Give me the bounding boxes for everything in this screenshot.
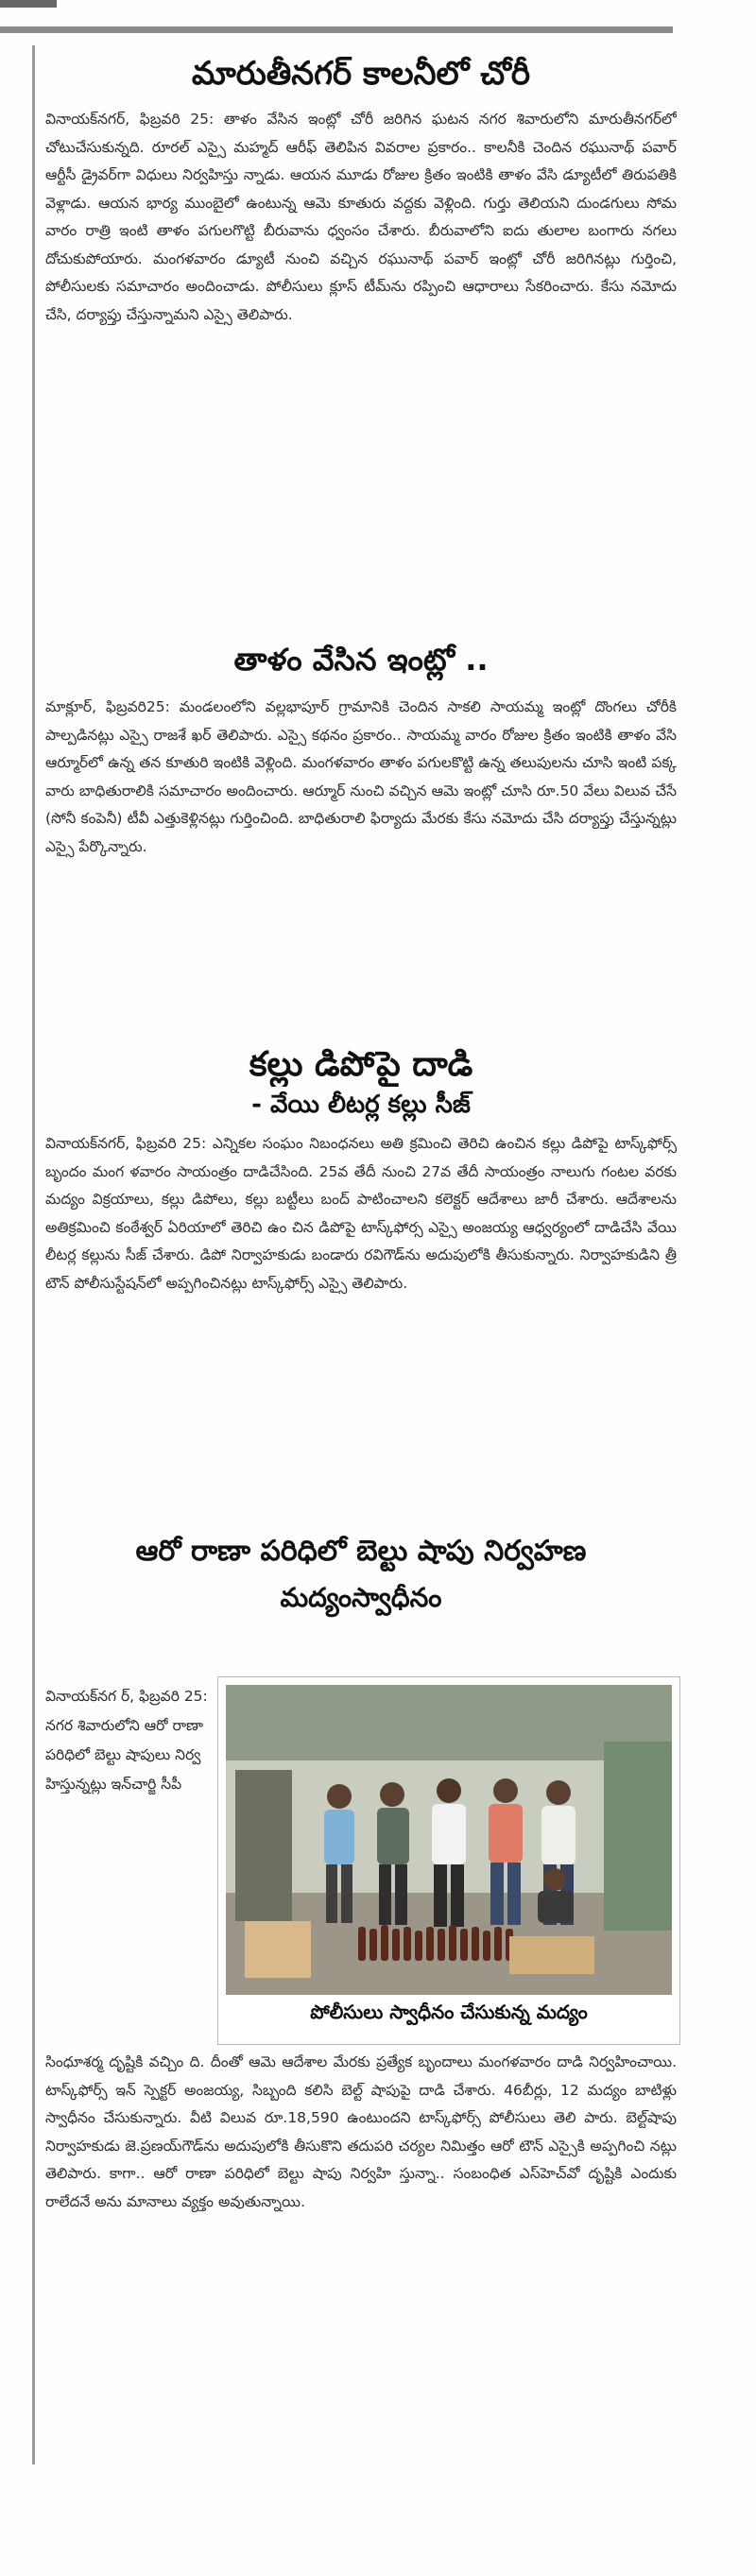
article-locked-house bbox=[45, 639, 677, 1036]
article-belt-shop-continued bbox=[45, 2049, 677, 2446]
article-body: మాక్లూర్, ఫిబ్రవరి25: మండలంలోని వల్లభాపూర్ గ్రామానికి చెందిన సాకలి సాయమ్మ ఇంట్లో దొంగలు చోరీకి పాల్పడినట్లు ఎస్సై రాజశే ఖర్ తెలిపారు. ఎస్సై కథనం ప్రకారం.. సాయమ్మ వారం రోజుల క్రితం ఇంటికి తాళం వేసి ఆర్మూర్‌లో ఉన్న తన కూతురి ఇంటికి వెళ్లింది. మంగళవారం తాళం పగులకొట్టి ఉన్న తలుపులను చూసి ఇంటి పక్క వారు బాధితురాలికి సమాచారం అందించారు. ఆర్మూర్ నుంచి వచ్చిన ఆమె ఇంట్లో చూసి రూ.50 వేలు విలువ చేసే (సోనీ కంపెనీ) టీవీ ఎత్తుకెళ్లినట్లు గుర్తించింది. బాధితురాలి ఫిర్యాదు మేరకు కేసు నమోదు చేసి దర్యాప్తు చేస్తున్నట్లు ఎస్సై పేర్కొన్నారు. bbox=[45, 698, 677, 855]
article-headline: కల్లు డిపోపై దాడి bbox=[249, 1045, 473, 1084]
article-maruthinagar bbox=[45, 53, 677, 614]
photo-frame bbox=[217, 1676, 680, 2045]
article-body-narrow: వినాయక్‌నగ ర్, ఫిబ్రవరి 25: నగర శివారులోని ఆరో రాణా పరిధిలో బెల్టు షాపులు నిర్వ హిస్తున్నట్లు ఇన్‌చార్జి సీపీ bbox=[45, 1688, 208, 1793]
column-line bbox=[32, 45, 35, 2464]
clipped-header-remnant bbox=[0, 0, 57, 8]
article-headline: తాళం వేసిన ఇంట్లో .. bbox=[233, 642, 489, 678]
police-seizure-photo-illustration bbox=[226, 1685, 672, 1995]
article-body: సింధూశర్మ దృష్టికి వచ్చిం ది. దీంతో ఆమె ఆదేశాల మేరకు ప్రత్యేక బృందాలు మంగళవారం దాడి నిర్వహించాయి. టాస్క్‌ఫోర్స్ ఇన్ స్పెక్టర్ అంజయ్య, సిబ్బంది కలిసి బెల్ట్ షాపుపై దాడి చేశారు. 46బీర్లు, 12 మద్యం బాటిళ్లు స్వాధీనం చేసుకున్నారు. వీటి విలువ రూ.18,590 ఉంటుందని టాస్క్‌ఫోర్స్ పోలీసులు తెలి పారు. బెల్ట్‌షాపు నిర్వాహకుడు జె.ప్రణయ్‌గౌడ్‌ను అదుపులోకి తీసుకొని తదుపరి చర్యల నిమిత్తం ఆరో టౌన్ ఎస్సైకి అప్పగించి నట్లు తెలిపారు. కాగా.. ఆరో రాణా పరిధిలో బెల్టు షాపు నిర్వహి స్తున్నా.. సంబంధిత ఎస్‌హెచ్‌వో దృష్టికి ఎందుకు రాలేదనే అను మానాలు వ్యక్తం అవుతున్నాయి. bbox=[45, 2053, 677, 2210]
article-headline: ఆరో రాణా పరిధిలో బెల్టు షాపు నిర్వహణ bbox=[135, 1535, 587, 1568]
top-rule bbox=[0, 26, 673, 33]
photo-caption: పోలీసులు స్వాధీనం చేసుకున్న మద్యం bbox=[310, 2001, 588, 2023]
news-photo bbox=[226, 1685, 672, 1995]
article-belt-shop bbox=[45, 1531, 677, 1625]
article-headline: మారుతీనగర్ కాలనీలో చోరీ bbox=[191, 55, 531, 93]
article-toddy-depot bbox=[45, 1043, 677, 1546]
article-body: వినాయక్‌నగర్, ఫిబ్రవరి 25: ఎన్నికల సంఘం నిబంధనలు అతి క్రమించి తెరిచి ఉంచిన కల్లు డిపోపై టాస్క్‌ఫోర్స్ బృందం మంగ ళవారం సాయంత్రం దాడిచేసింది. 25వ తేదీ నుంచి 27వ తేదీ సాయంత్రం నాలుగు గంటల వరకు మద్యం విక్రయాలు, కల్లు డిపోలు, కల్లు బట్టీలు బంద్ పాటించాలని కలెక్టర్ ఆదేశాలు జారీ చేశారు. ఆదేశాలను అతిక్రమించి కంఠేశ్వర్ ఏరియాలో తెరిచి ఉం చిన డిపోపై టాస్క్‌ఫోర్స ఎస్సై అంజయ్య ఆధ్వర్యంలో దాడిచేసి వేయి లీటర్ల కల్లును సీజ్ చేశారు. డిపో నిర్వాహకుడు బండారు రవిగౌడ్‌ను అదుపులోకి తీసుకున్నారు. నిర్వాహకుడిని త్రీ టౌన్ పోలీసుస్టేషన్‌లో అప్పగించినట్లు టాస్క్‌ఫోర్స్ ఎస్సై తెలిపారు. bbox=[45, 1135, 677, 1292]
article-subhead: - వేయి లీటర్ల కల్లు సీజ్ bbox=[251, 1091, 471, 1119]
article-subhead: మద్యంస్వాధీనం bbox=[280, 1582, 442, 1613]
article-body: వినాయక్‌నగర్, ఫిబ్రవరి 25: తాళం వేసిన ఇంట్లో చోరీ జరిగిన ఘటన నగర శివారులోని మారుతీనగర్‌లో చోటుచేసుకున్నది. రూరల్ ఎస్సై మహ్మద్ ఆరీఫ్ తెలిపిన వివరాల ప్రకారం.. కాలనీకి చెందిన రఘునాథ్ పవార్ ఆర్టీసీ డ్రైవర్‌గా విధులు నిర్వహిస్తు న్నాడు. ఆయన మూడు రోజుల క్రితం ఇంటికి తాళం వేసి డ్యూటీలో తిరుపతికి వెళ్లాడు. ఆయన భార్య ముంబైలో ఉంటున్న ఆమె కూతురు వద్దకు వెళ్లింది. గుర్తు తెలియని దుండగులు సోమ వారం రాత్రి ఇంటి తాళం పగులగొట్టి బీరువాను ధ్వంసం చేశారు. బీరువాలోని ఐదు తులాల బంగారు నగలు దోచుకుపోయారు. మంగళవారం డ్యూటీ నుంచి వచ్చిన రఘునాథ్ పవార్ ఇంట్లో చోరీ జరిగినట్లు గుర్తించి, పోలీసులకు సమాచారం అందించాడు. పోలీసులు క్లూస్ టీమ్‌ను రప్పించి ఆధారాలు సేకరించారు. కేసు నమోదు చేసి, దర్యాప్తు చేస్తున్నామని ఎస్సై తెలిపారు. bbox=[45, 111, 677, 323]
